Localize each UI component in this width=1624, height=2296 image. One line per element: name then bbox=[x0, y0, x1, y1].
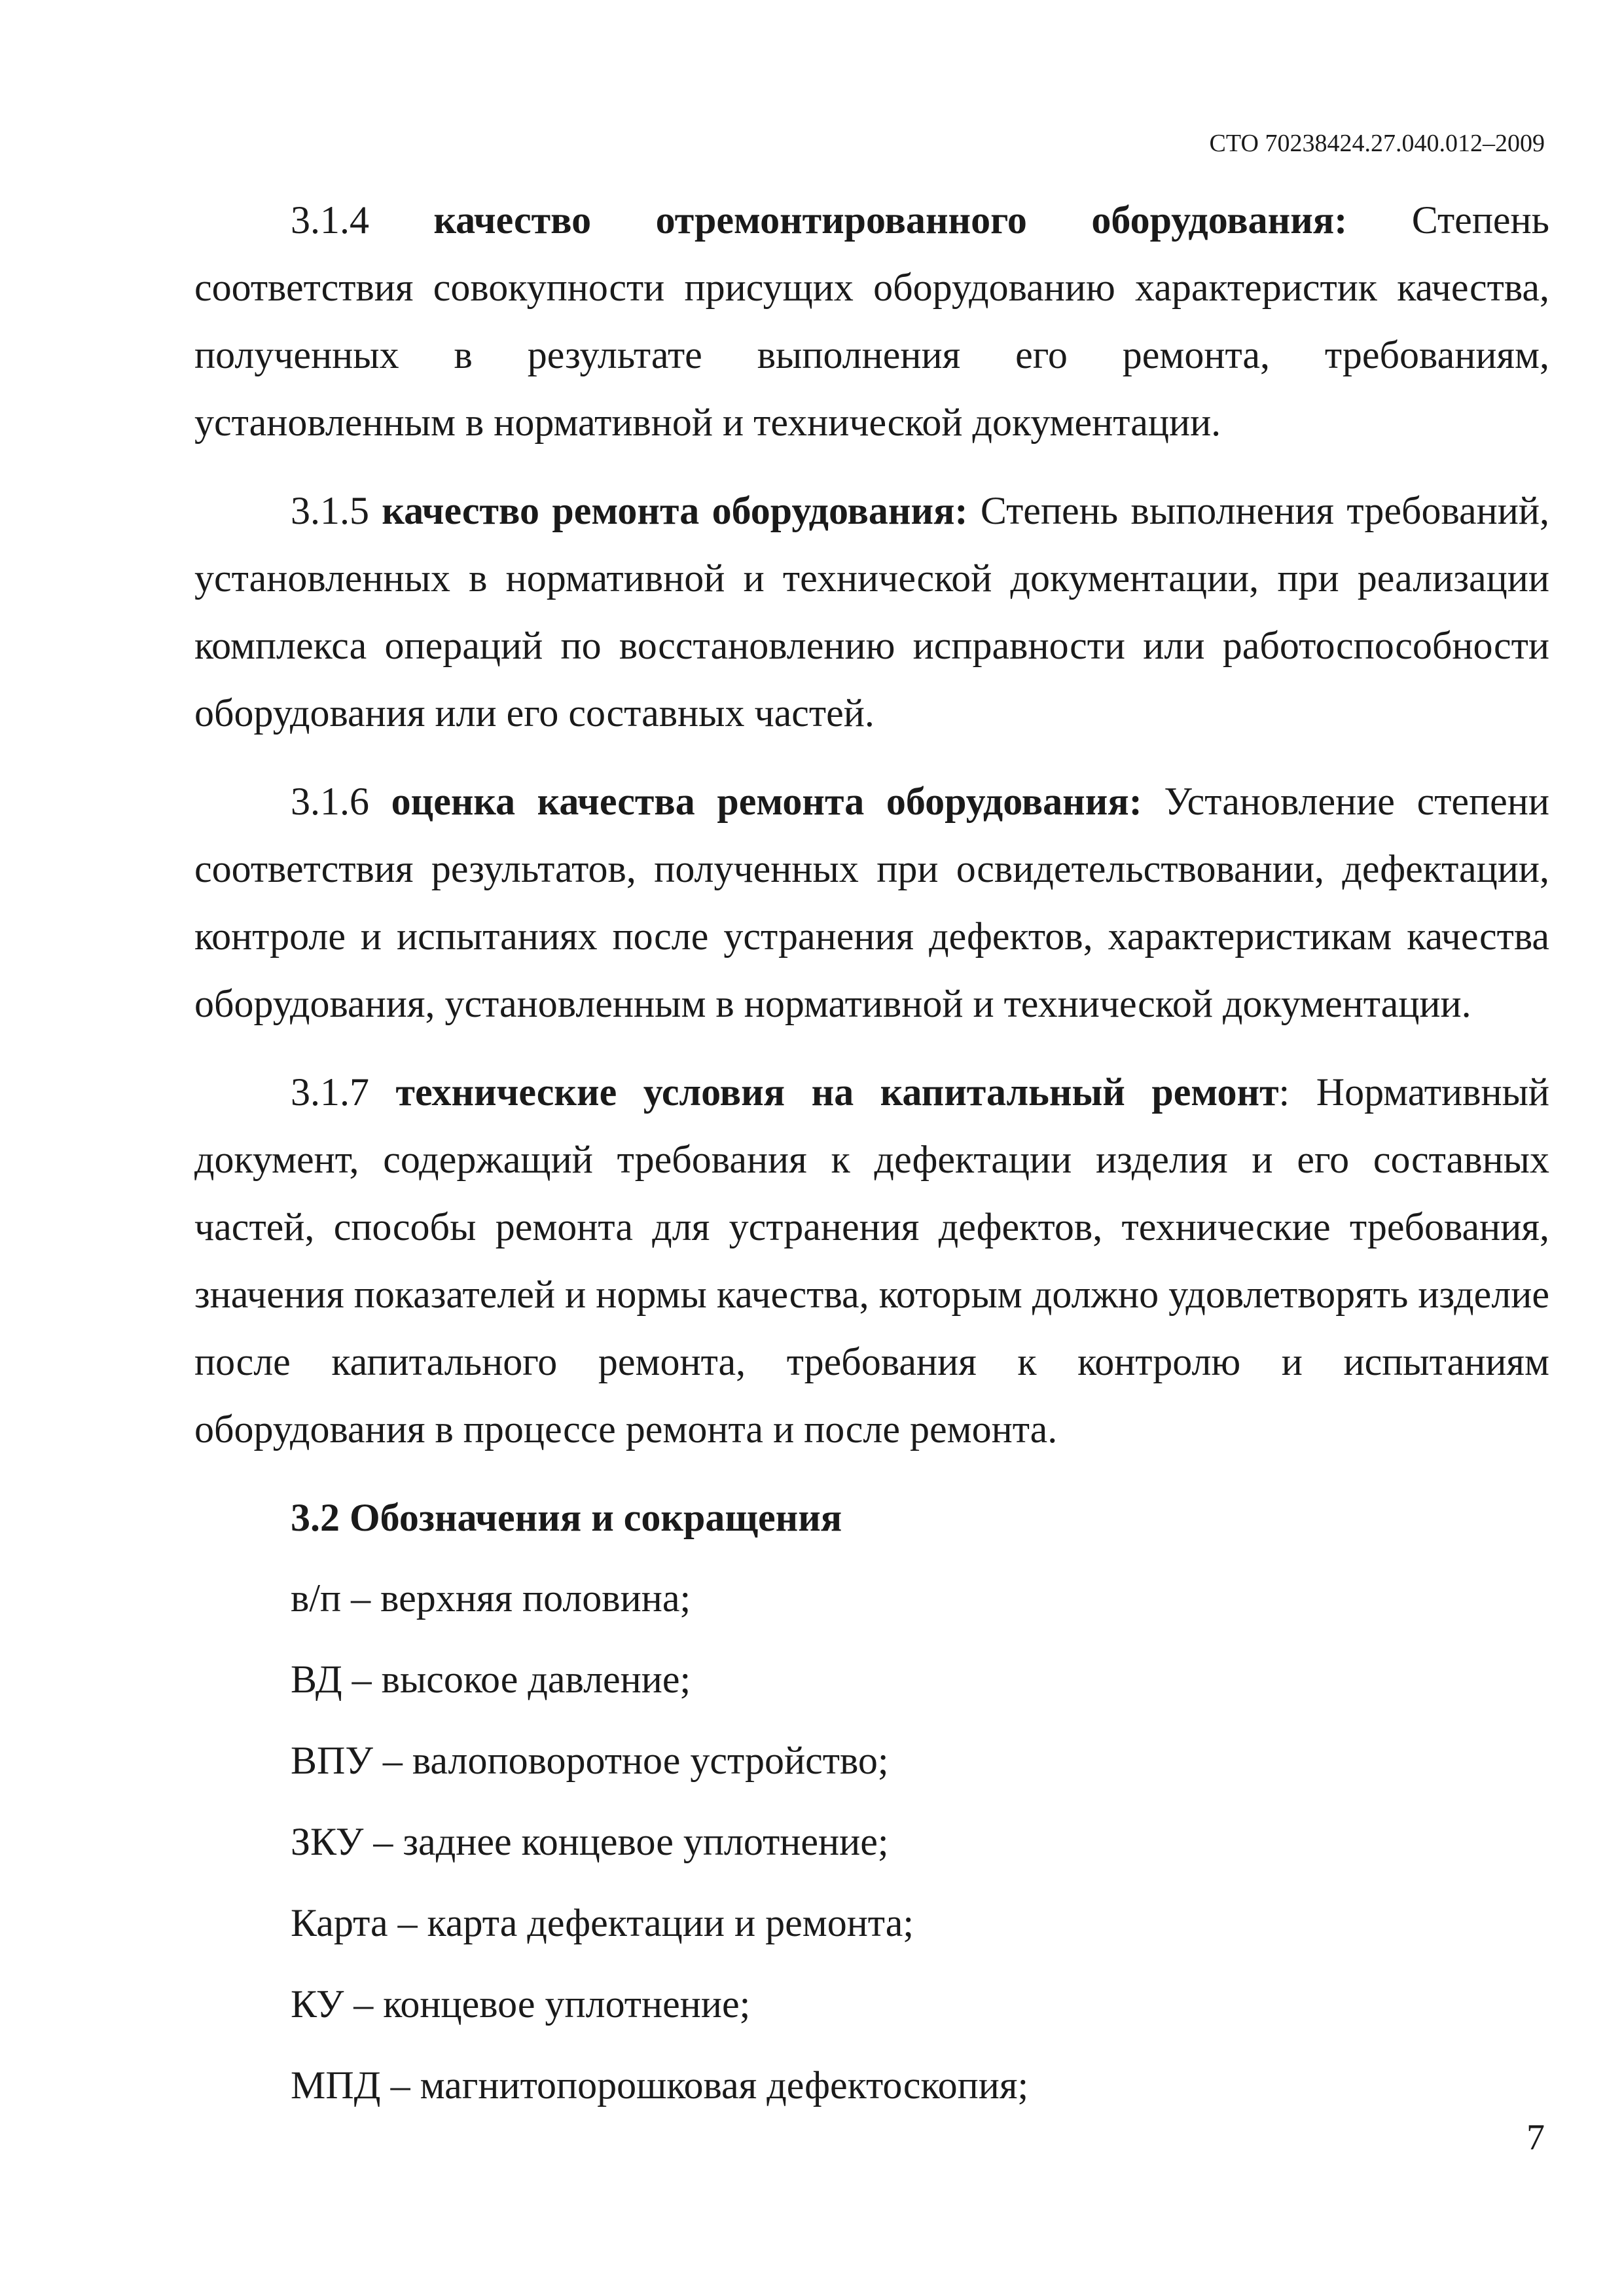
definition-term: качество отремонтированного оборудования: bbox=[433, 198, 1348, 242]
definition-number: 3.1.6 bbox=[291, 780, 369, 823]
abbreviation-item: в/п – верхняя половина; bbox=[291, 1576, 691, 1620]
abbreviation-item: Карта – карта дефектации и ремонта; bbox=[291, 1901, 914, 1944]
definition-number: 3.1.5 bbox=[291, 489, 369, 532]
document-code-header: СТО 70238424.27.040.012–2009 bbox=[1209, 130, 1545, 157]
definition-number: 3.1.4 bbox=[291, 198, 369, 242]
abbreviation-item: МПД – магнитопорошковая дефектоскопия; bbox=[291, 2064, 1029, 2107]
definition-3-1-5 bbox=[194, 477, 1549, 747]
definition-term: технические условия на капитальный ремонт bbox=[395, 1070, 1279, 1114]
definition-3-1-4 bbox=[194, 187, 1549, 456]
abbreviation-item: ЗКУ – заднее концевое уплотнение; bbox=[291, 1820, 889, 1863]
definition-text: Установление степени соответствия результатов, полученных при освидетельствовании, дефектации, контроле и испытаниях после устранения дефектов, характеристикам качества оборудования, установленным в нормативной и технической документации. bbox=[194, 780, 1550, 1025]
abbreviation-item: КУ – концевое уплотнение; bbox=[291, 1982, 751, 2026]
definition-text: Степень соответствия совокупности присущих оборудованию характеристик качества, полученных в результате выполнения его ремонта, требованиям, установленным в нормативной и технической документации. bbox=[194, 198, 1550, 444]
definition-text: Степень выполнения требований, установленных в нормативной и технической документации, при реализации комплекса операций по восстановлению исправности или работоспособности оборудования или его составных частей. bbox=[194, 489, 1550, 735]
definition-text: : Нормативный документ, содержащий требования к дефектации изделия и его составных частей, способы ремонта для устранения дефектов, технические требования, значения показателей и нормы качества, которым должно удовлетворять изделие после капитального ремонта, требования к контролю и испытаниям оборудования в процессе ремонта и после ремонта. bbox=[194, 1070, 1550, 1451]
page-number: 7 bbox=[1526, 2117, 1545, 2158]
definition-number: 3.1.7 bbox=[291, 1070, 369, 1114]
definition-term: оценка качества ремонта оборудования: bbox=[391, 780, 1142, 823]
page-content bbox=[194, 187, 1549, 2133]
definition-3-1-7 bbox=[194, 1059, 1549, 1463]
abbreviation-item: ВПУ – валоповоротное устройство; bbox=[291, 1739, 889, 1782]
definition-3-1-6 bbox=[194, 768, 1549, 1038]
section-heading: 3.2 Обозначения и сокращения bbox=[291, 1496, 842, 1539]
abbreviation-item: ВД – высокое давление; bbox=[291, 1658, 691, 1701]
definition-term: качество ремонта оборудования: bbox=[382, 489, 968, 532]
